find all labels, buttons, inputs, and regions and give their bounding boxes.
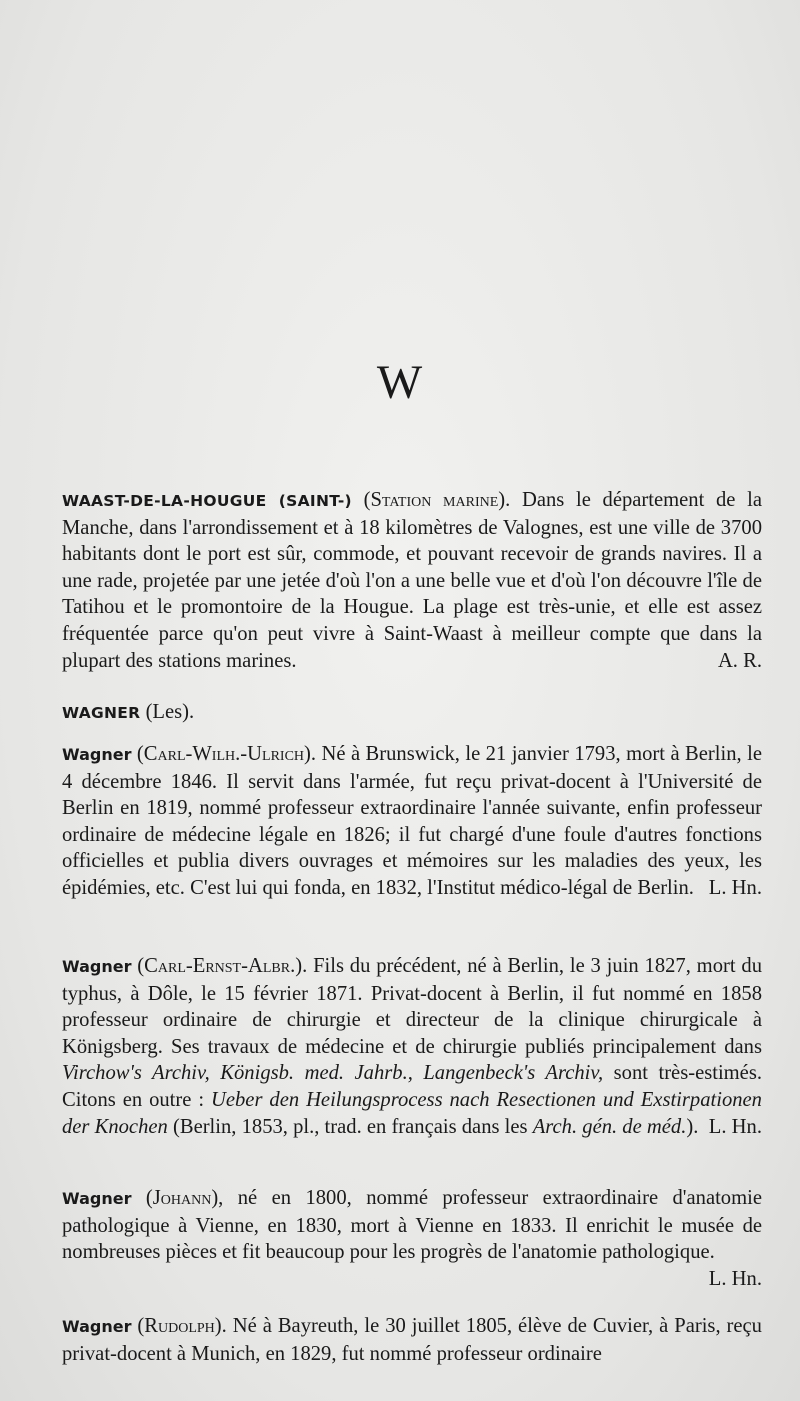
entry-title: Ueber den Heilungsprocess nach Resectionen und Exstirpationen der Knochen — [62, 1088, 762, 1138]
entry-wagner-johann — [62, 1185, 762, 1292]
bleed-through — [40, 55, 770, 475]
entry-signature: L. Hn. — [708, 1115, 762, 1138]
entry-qualifier: (Carl-Ernst-Albr.). — [137, 955, 308, 977]
entry-text: sont très-estimés. Citons en outre : — [62, 1062, 762, 1111]
entry-text: Né à Bayreuth, le 30 juillet 1805, élève de Cuvier, à Paris, reçu privat-docent à Munich, en 1829, fut nommé professeur ordinaire — [62, 1315, 762, 1365]
entry-journals: Virchow's Archiv, Königsb. med. Jahrb., Langenbeck's Archiv, — [62, 1062, 604, 1085]
entry-headword: Wagner — [62, 1317, 132, 1336]
entry-journal: Arch. gén. de méd. — [532, 1115, 687, 1138]
entry-wagner-rudolph — [62, 1313, 762, 1367]
entry-text: Né à Brunswick, le 21 janvier 1793, mort à Berlin, le 4 décembre 1846. Il servit dans l'armée, fut reçu privat-docent à l'Université de Berlin en 1819, nommé professeur extraordinaire l'année suivante, enfin professeur ordinaire de médecine légale en 1826; il fut chargé d'une foule d'autres fonctions officielles et publia divers ouvrages et mémoires sur les maladies des yeux, les épidémies, etc. C'est lui qui fonda, en 1832, l'Institut médico-légal de Berlin. — [62, 743, 762, 899]
section-letter: W — [376, 356, 424, 409]
entry-wagner-carl-wilh — [62, 741, 762, 902]
entry-qualifier: (Rudolph). — [137, 1315, 227, 1337]
entry-signature: L. Hn. — [708, 876, 762, 899]
entry-signature: L. Hn. — [708, 1267, 762, 1290]
entry-signature: A. R. — [717, 649, 762, 672]
entry-headword: Wagner — [62, 1189, 132, 1208]
entry-headword: WAGNER — [62, 704, 141, 722]
entry-text: Dans le département de la Manche, dans l'arrondissement et à 18 kilomètres de Valognes, est une ville de 3700 habitants dont le port est sûr, commode, et pouvant recevoir de grands navires. Il a une rade, projetée par une jetée d'où l'on a une belle vue et d'où l'on découvre l'île de Tatihou et le promontoire de la Hougue. La plage est très-unie, et elle est assez fréquentée parce qu'on peut vivre à Saint-Waast à meilleur compte que dans la plupart des stations marines. — [62, 489, 762, 672]
entry-qualifier: (Les). — [145, 701, 195, 723]
entry-text: (Berlin, 1853, pl., trad. en français dans les — [172, 1115, 528, 1138]
entry-qualifier: (Johann), — [145, 1187, 224, 1209]
entry-wagner-les — [62, 699, 762, 727]
entry-qualifier: (Station marine). — [363, 489, 511, 511]
entry-qualifier: (Carl-Wilh.-Ulrich). — [136, 743, 317, 765]
entry-text: ). — [686, 1115, 699, 1138]
entry-waast — [62, 487, 762, 674]
entry-text: né en 1800, nommé professeur extraordinaire d'anatomie pathologique à Vienne, en 1830, mort à Vienne en 1833. Il enrichit le musée de nombreuses pièces et fit beaucoup pour les progrès de l'anatomie pathologique. — [62, 1187, 762, 1264]
entry-headword: WAAST-DE-LA-HOUGUE (SAINT-) — [62, 492, 352, 510]
entry-wagner-carl-ernst — [62, 953, 762, 1140]
entry-text: Fils du précédent, né à Berlin, le 3 juin 1827, mort du typhus, à Dôle, le 15 février 1871. Privat-docent à Berlin, il fut nommé en 1858 professeur ordinaire de chirurgie et directeur de la clinique chirurgicale à Königsberg. Ses travaux de médecine et de chirurgie publiés principalement dans — [62, 955, 762, 1058]
entry-headword: Wagner — [62, 957, 132, 976]
entry-headword: Wagner — [62, 745, 132, 764]
